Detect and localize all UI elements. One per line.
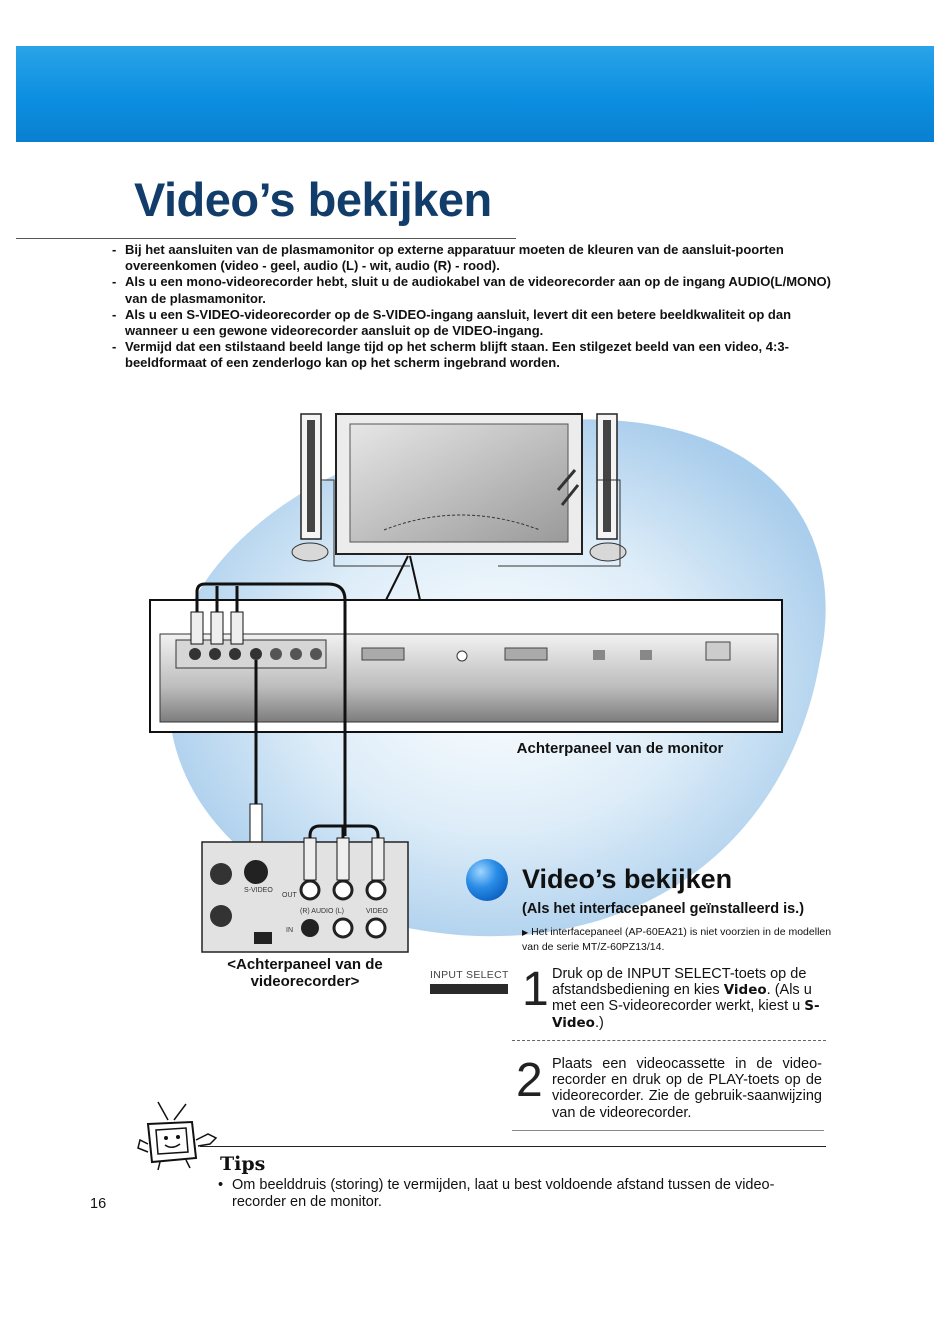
vcr-out-label: OUT bbox=[282, 892, 297, 899]
intro-bullet: - Als u een mono-videorecorder hebt, sluit u de audiokabel van de videorecorder aan op de ingang AUDIO(L/MONO) van de plasmamonitor. bbox=[112, 274, 831, 306]
step-text-part: .) bbox=[594, 1014, 604, 1031]
intro-bullet-text: Als u een mono-videorecorder hebt, sluit u de audiokabel van de videorecorder aan op de ingang AUDIO(L/MONO) van de plasmamonitor. bbox=[125, 274, 831, 306]
intro-bullet-list bbox=[112, 242, 832, 372]
header-banner bbox=[16, 46, 934, 142]
input-select-button-illustration bbox=[430, 984, 508, 994]
tips-bullet-text: Om beelddruis (storing) te vermijden, laat u best voldoende afstand tussen de video-recorder en de monitor. bbox=[232, 1177, 775, 1210]
vcr-panel-label-line2: videorecorder> bbox=[250, 973, 360, 990]
section-ball-icon bbox=[466, 859, 508, 901]
tips-bullet: • bbox=[218, 1177, 224, 1193]
intro-bullet-text: Als u een S-VIDEO-videorecorder op de S-VIDEO-ingang aansluit, levert dit een betere beeldkwaliteit op dan wanneer u een gewone videorecorder aansluit op de VIDEO-ingang. bbox=[125, 306, 792, 339]
steps-end-divider bbox=[512, 1130, 824, 1131]
vcr-audio-label: (R) AUDIO (L) bbox=[300, 908, 344, 915]
step-divider bbox=[512, 1040, 826, 1041]
step-text: Plaats een videocassette in de video-recorder en druk op de PLAY-toets op de videorecorder. Zie de gebruik-saanwijzing van de videorecorder. bbox=[552, 1056, 822, 1121]
step-text bbox=[552, 966, 824, 1031]
plasma-monitor bbox=[336, 414, 582, 554]
step-keyword: Video bbox=[723, 982, 767, 999]
intro-bullet-text: Bij het aansluiten van de plasmamonitor op externe apparatuur moeten de kleuren van de aansluit-poorten overeenkomen (video - geel, audio (L) - wit, audio (R) - rood). bbox=[125, 242, 784, 274]
intro-bullet: - Vermijd dat een stilstaand beeld lange tijd op het scherm blijft staan. Een stilgezet beeld van een video, 4:3-beeldformaat of een zenderlogo kan op het scherm ingebrand worden. bbox=[112, 339, 789, 371]
section-heading: Video’s bekijken bbox=[522, 864, 733, 894]
page-title: Video’s bekijken bbox=[134, 173, 492, 226]
page-number: 16 bbox=[90, 1196, 107, 1212]
step-number: 1 bbox=[522, 963, 549, 1016]
tips-title: Tips bbox=[220, 1153, 266, 1175]
vcr-panel-label bbox=[200, 956, 410, 990]
step-number: 2 bbox=[516, 1054, 543, 1107]
vcr-video-label: VIDEO bbox=[366, 908, 388, 915]
note-text: Het interfacepaneel (AP-60EA21) is niet voorzien in de modellen van de serie MT/Z-60PZ13/14. bbox=[522, 926, 832, 953]
note-arrow-icon: ▶ bbox=[522, 928, 529, 937]
tips-mascot-icon bbox=[136, 1100, 226, 1174]
section-subheading: (Als het interfacepaneel geïnstalleerd is.) bbox=[522, 901, 805, 917]
step-text-part: Druk op de INPUT SELECT-toets op de afstandsbediening en kies bbox=[552, 966, 807, 999]
intro-bullet-text: Vermijd dat een stilstaand beeld lange tijd op het scherm blijft staan. Een stilgezet beeld van een video, 4:3-beeldformaat of een zenderlogo kan op het scherm ingebrand worden. bbox=[125, 339, 789, 371]
step-text-part: . (Als u met een S-videorecorder werkt, kiest u bbox=[552, 982, 812, 1015]
vcr-svideo-label: S-VIDEO bbox=[244, 887, 273, 894]
intro-bullet: - Bij het aansluiten van de plasmamonitor op externe apparatuur moeten de kleuren van de aansluit-poorten overeenkomen (video - geel, audio (L) - wit, audio (R) - rood). bbox=[112, 242, 784, 274]
input-select-label: INPUT SELECT bbox=[430, 969, 509, 981]
step-keyword: S-Video bbox=[552, 998, 820, 1031]
section-note bbox=[522, 925, 834, 954]
title-divider bbox=[16, 238, 516, 239]
intro-bullet: - Als u een S-VIDEO-videorecorder op de S-VIDEO-ingang aansluit, levert dit een betere beeldkwaliteit op dan wanneer u een gewone videorecorder aansluit op de VIDEO-ingang. bbox=[112, 306, 792, 339]
tips-divider bbox=[200, 1146, 826, 1147]
tips-text bbox=[218, 1177, 818, 1210]
vcr-in-label: IN bbox=[286, 927, 293, 934]
monitor-panel-label: Achterpaneel van de monitor bbox=[516, 740, 724, 757]
monitor-rear-panel bbox=[150, 600, 782, 732]
vcr-panel-label-line1: <Achterpaneel van de bbox=[227, 956, 383, 973]
